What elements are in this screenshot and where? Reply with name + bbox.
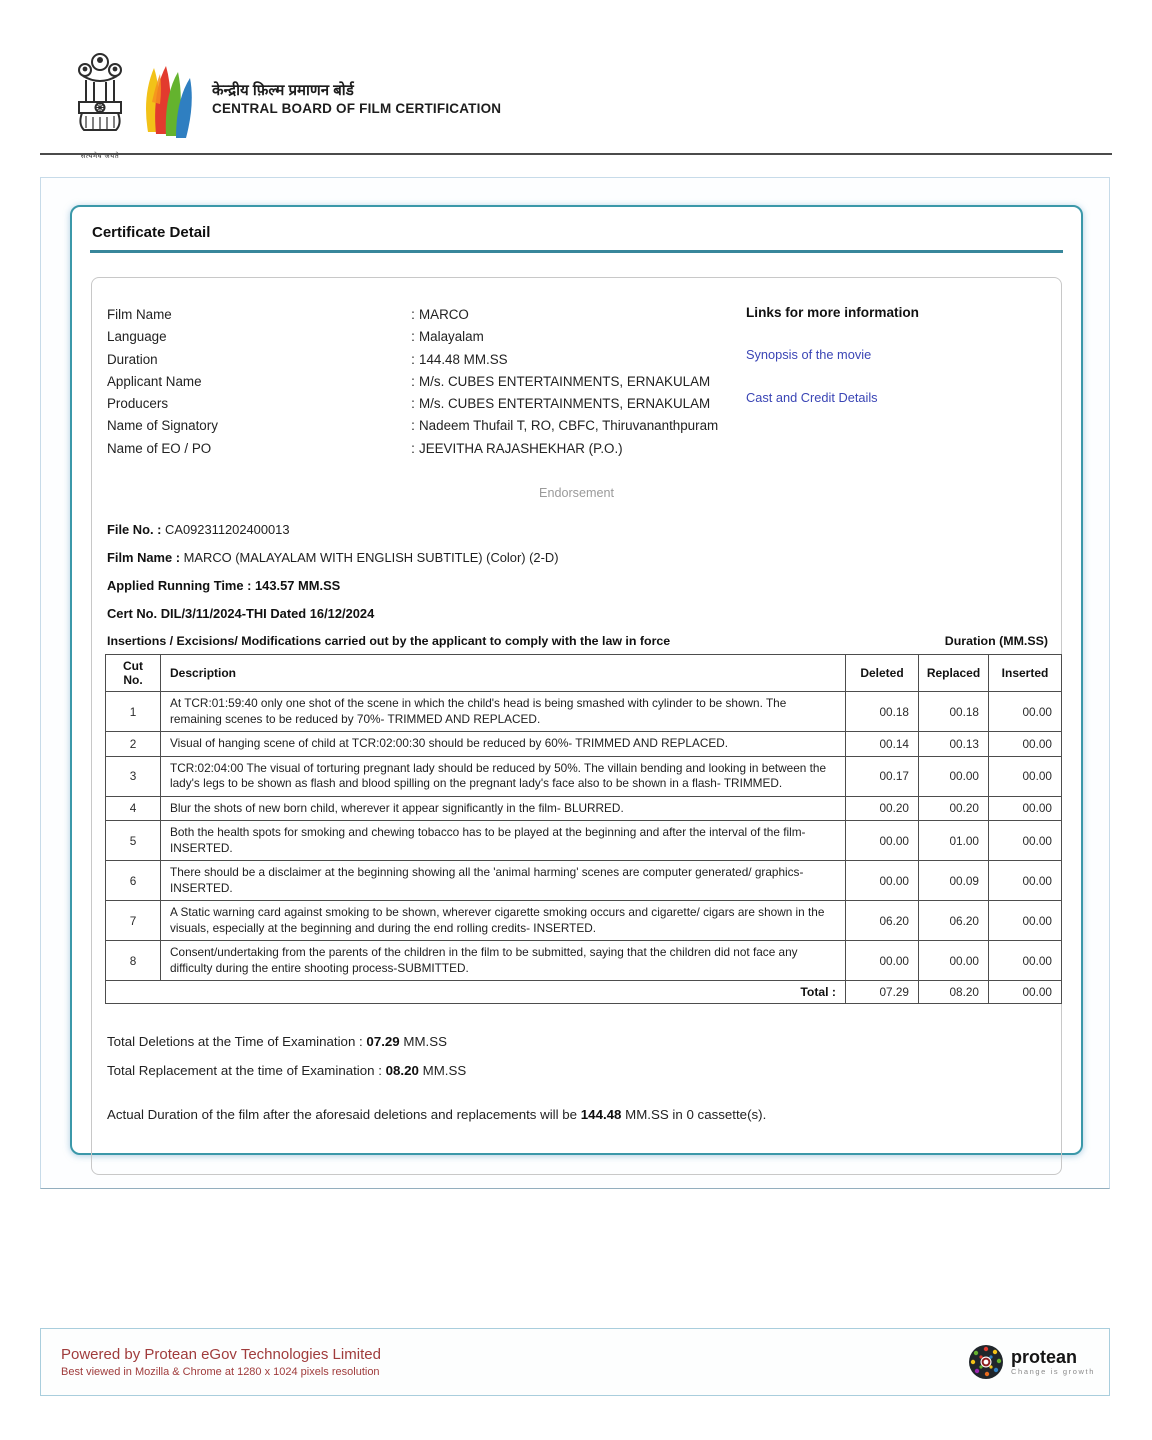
- cut-number-cell: 3: [106, 756, 161, 796]
- certificate-detail-panel: [70, 205, 1083, 1155]
- protean-tagline-text: Change is growth: [1011, 1367, 1095, 1376]
- inserted-cell: 00.00: [989, 941, 1062, 981]
- deleted-cell: 00.14: [846, 732, 919, 757]
- header-divider: [40, 153, 1112, 155]
- actual-duration-line: Actual Duration of the film after the aforesaid deletions and replacements will be 144.48 MM.SS in 0 cassette(s).: [107, 1107, 767, 1123]
- file-no-label: File No. :: [107, 522, 162, 538]
- total-row: [106, 981, 1062, 1004]
- table-row: [106, 732, 1062, 757]
- field-separator: :: [411, 418, 415, 434]
- table-row: [106, 821, 1062, 861]
- cut-description-cell: A Static warning card against smoking to be shown, wherever cigarette smoking occurs and cigarette/ cigars are shown in the visuals, especially at the beginning and during the end rolling credits- INSERTED.: [161, 901, 846, 941]
- field-label: Duration: [107, 351, 158, 367]
- field-separator: :: [411, 440, 415, 456]
- cast-credit-link[interactable]: Cast and Credit Details: [746, 390, 878, 405]
- emblem-motto: सत्यमेव जयते: [80, 153, 120, 160]
- file-no-line: [107, 522, 1049, 537]
- deleted-cell: 00.17: [846, 756, 919, 796]
- film-name-label: Film Name :: [107, 550, 181, 566]
- film-name-line: [107, 550, 1049, 565]
- deleted-cell: 00.00: [846, 941, 919, 981]
- replaced-cell: 00.09: [919, 861, 989, 901]
- film-info-row: [107, 415, 1049, 437]
- header-titles: [212, 82, 501, 117]
- field-value: JEEVITHA RAJASHEKHAR (P.O.): [419, 440, 623, 456]
- protean-brand-text: protean: [1011, 1347, 1078, 1367]
- deleted-cell: 00.20: [846, 796, 919, 821]
- header-deleted: Deleted: [846, 655, 919, 692]
- links-column: [746, 305, 1046, 405]
- table-row: [106, 901, 1062, 941]
- header-inserted: Inserted: [989, 655, 1062, 692]
- replaced-cell: 00.18: [919, 692, 989, 732]
- field-value: M/s. CUBES ENTERTAINMENTS, ERNAKULAM: [419, 396, 711, 412]
- insertions-caption: Insertions / Excisions/ Modifications carried out by the applicant to comply with the law in force: [107, 634, 671, 649]
- field-label: Producers: [107, 396, 169, 412]
- field-value: Malayalam: [419, 329, 484, 345]
- cut-number-cell: 8: [106, 941, 161, 981]
- cuts-table: [105, 654, 1062, 1004]
- inserted-cell: 00.00: [989, 692, 1062, 732]
- cbfc-logo: [142, 62, 200, 145]
- cbfc-film-fan-icon: [142, 62, 200, 140]
- deleted-cell: 00.00: [846, 861, 919, 901]
- file-no-value: CA092311202400013: [165, 522, 290, 538]
- examination-summary: [107, 1034, 1049, 1122]
- site-header: [72, 50, 501, 161]
- title-underline: [90, 250, 1063, 253]
- site-footer: [40, 1328, 1110, 1396]
- field-label: Name of EO / PO: [107, 440, 212, 456]
- total-replacement-line: Total Replacement at the time of Examination : 08.20 MM.SS: [107, 1063, 467, 1079]
- header-description: Description: [161, 655, 846, 692]
- cut-number-cell: 5: [106, 821, 161, 861]
- field-separator: :: [411, 373, 415, 389]
- protean-logo: [967, 1343, 1095, 1381]
- certificate-detail-body: [91, 277, 1062, 1175]
- replaced-cell: 00.00: [919, 756, 989, 796]
- ashoka-emblem-icon: [74, 50, 126, 146]
- cuts-table-body: [106, 692, 1062, 981]
- total-inserted: 00.00: [989, 981, 1062, 1004]
- total-label: Total :: [106, 981, 846, 1004]
- replaced-cell: 00.13: [919, 732, 989, 757]
- field-separator: :: [411, 396, 415, 412]
- field-label: Film Name: [107, 307, 172, 322]
- total-replaced: 08.20: [919, 981, 989, 1004]
- cut-description-cell: Visual of hanging scene of child at TCR:02:00:30 should be reduced by 60%- TRIMMED AND REPLACED.: [161, 732, 846, 757]
- total-deletions-line: Total Deletions at the Time of Examination : 07.29 MM.SS: [107, 1034, 447, 1050]
- inserted-cell: 00.00: [989, 756, 1062, 796]
- cut-number-cell: 6: [106, 861, 161, 901]
- cut-description-cell: At TCR:01:59:40 only one shot of the scene in which the child's head is being smashed with cylinder to be shown. The remaining scenes to be reduced by 70%- TRIMMED AND REPLACED.: [161, 692, 846, 732]
- duration-caption: Duration (MM.SS): [944, 634, 1048, 649]
- table-caption-row: [107, 634, 1048, 648]
- cut-description-cell: Both the health spots for smoking and chewing tobacco has to be played at the beginning and after the interval of the film- INSERTED.: [161, 821, 846, 861]
- inserted-cell: 00.00: [989, 732, 1062, 757]
- footer-text: [61, 1346, 381, 1378]
- field-value: MARCO: [419, 307, 469, 322]
- inserted-cell: 00.00: [989, 821, 1062, 861]
- table-row: [106, 861, 1062, 901]
- links-title: Links for more information: [746, 305, 919, 320]
- table-row: [106, 756, 1062, 796]
- field-label: Name of Signatory: [107, 418, 218, 434]
- film-info-row: [107, 438, 1049, 460]
- cut-description-cell: TCR:02:04:00 The visual of torturing pregnant lady should be reduced by 50%. The villain bending and looking in between the lady's legs to be shown as flash and blood spilling on the pregnant lady's face also to be shown in a flash- TRIMMED.: [161, 756, 846, 796]
- replaced-cell: 00.20: [919, 796, 989, 821]
- header-cut-no: Cut No.: [106, 655, 161, 692]
- page-title: Certificate Detail: [92, 224, 211, 241]
- cert-no-line: Cert No. DIL/3/11/2024-THI Dated 16/12/2024: [107, 606, 375, 622]
- best-viewed-text: Best viewed in Mozilla & Chrome at 1280 x 1024 pixels resolution: [61, 1366, 380, 1378]
- field-value: Nadeem Thufail T, RO, CBFC, Thiruvananthpuram: [419, 418, 719, 434]
- cut-number-cell: 2: [106, 732, 161, 757]
- board-title-hindi: केन्द्रीय फ़िल्म प्रमाणन बोर्ड: [212, 82, 354, 99]
- cut-number-cell: 1: [106, 692, 161, 732]
- content-area: [40, 177, 1110, 1189]
- inserted-cell: 00.00: [989, 861, 1062, 901]
- cut-description-cell: Blur the shots of new born child, wherever it appear significantly in the film- BLURRED.: [161, 796, 846, 821]
- cut-description-cell: Consent/undertaking from the parents of the children in the film to be submitted, saying that the children did not face any difficulty during the entire shooting process-SUBMITTED.: [161, 941, 846, 981]
- table-row: [106, 796, 1062, 821]
- field-label: Language: [107, 329, 167, 345]
- endorsement-details: [107, 522, 1049, 621]
- applied-running-time-line: Applied Running Time : 143.57 MM.SS: [107, 578, 341, 594]
- replaced-cell: 06.20: [919, 901, 989, 941]
- field-separator: :: [411, 351, 415, 367]
- replaced-cell: 01.00: [919, 821, 989, 861]
- inserted-cell: 00.00: [989, 901, 1062, 941]
- deleted-cell: 00.00: [846, 821, 919, 861]
- powered-by-text: Powered by Protean eGov Technologies Limited: [61, 1346, 381, 1363]
- table-row: [106, 692, 1062, 732]
- inserted-cell: 00.00: [989, 796, 1062, 821]
- cut-number-cell: 7: [106, 901, 161, 941]
- board-title-english: CENTRAL BOARD OF FILM CERTIFICATION: [212, 101, 502, 116]
- cut-description-cell: There should be a disclaimer at the beginning showing all the 'animal harming' scenes are computer generated/ graphics- INSERTED.: [161, 861, 846, 901]
- field-value: 144.48 MM.SS: [419, 351, 508, 367]
- field-value: M/s. CUBES ENTERTAINMENTS, ERNAKULAM: [419, 373, 711, 389]
- india-emblem: [72, 50, 128, 161]
- table-header-row: [106, 655, 1062, 692]
- total-deleted: 07.29: [846, 981, 919, 1004]
- replaced-cell: 00.00: [919, 941, 989, 981]
- film-name-value: MARCO (MALAYALAM WITH ENGLISH SUBTITLE) (Color) (2-D): [183, 550, 559, 566]
- synopsis-link[interactable]: Synopsis of the movie: [746, 347, 872, 362]
- deleted-cell: 00.18: [846, 692, 919, 732]
- endorsement-heading: Endorsement: [539, 486, 614, 501]
- protean-mandala-icon: [967, 1343, 1005, 1381]
- field-label: Applicant Name: [107, 373, 202, 389]
- deleted-cell: 06.20: [846, 901, 919, 941]
- field-separator: :: [411, 329, 415, 345]
- protean-wordmark: [1011, 1348, 1095, 1376]
- header-replaced: Replaced: [919, 655, 989, 692]
- field-separator: :: [411, 307, 415, 322]
- table-row: [106, 941, 1062, 981]
- cut-number-cell: 4: [106, 796, 161, 821]
